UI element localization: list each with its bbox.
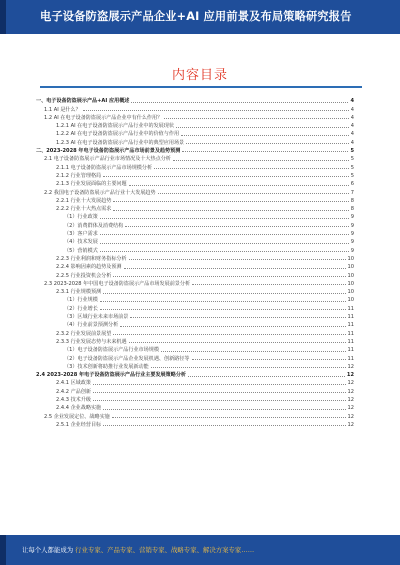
toc-leader-dots (100, 234, 349, 235)
toc-entry-title: 2.2.5 行业投资机会分析 (56, 272, 112, 279)
toc-divider (40, 86, 362, 88)
toc-entry-title: 2.2 我国电子设备防盗展示产品行业十大发展趋势 (44, 189, 156, 196)
toc-entry[interactable] (36, 353, 354, 361)
toc-entry[interactable] (36, 171, 354, 179)
toc-entry-page: 4 (350, 114, 354, 121)
toc-entry-title: 1.2.3 AI 在电子设备防盗展示产品行业中的典型应用场景 (56, 139, 185, 146)
toc-leader-dots (129, 185, 349, 186)
toc-entry-page: 10 (347, 297, 354, 304)
page-footer (0, 535, 400, 565)
toc-entry-title: 2.2.2 行业十大热点需求 (56, 206, 112, 213)
toc-entry-title: （2）消费群体及消费结构 (64, 222, 124, 229)
toc-entry-title: 2.2.1 行业十大发展趋势 (56, 197, 112, 204)
toc-leader-dots (113, 334, 345, 335)
toc-entry-page: 5 (350, 164, 354, 171)
toc-entry[interactable] (36, 262, 354, 270)
toc-entry-title: （3）技术创新将助推行业发展新动能 (64, 363, 149, 370)
toc-entry-title: 2.4.2 产品创新 (56, 388, 91, 395)
toc-entry-title: （4）技术发展 (64, 239, 98, 246)
toc-entry[interactable] (36, 403, 354, 411)
toc-entry[interactable] (36, 270, 354, 278)
toc-entry[interactable] (36, 204, 354, 212)
toc-entry-title: 1.2 AI 在电子设备防盗展示产品企业中有什么作用？ (44, 114, 163, 121)
toc-entry-title: 2.5 企业发展定位、战略实施 (44, 413, 110, 420)
footer-slogan (22, 545, 394, 554)
toc-entry[interactable] (36, 254, 354, 262)
toc-leader-dots (192, 359, 346, 360)
toc-leader-dots (113, 201, 348, 202)
page-header (0, 0, 400, 34)
toc-entry-title: 2.4.4 企业战略实施 (56, 405, 102, 412)
toc-leader-dots (129, 259, 346, 260)
toc-entry[interactable] (36, 287, 354, 295)
toc-entry[interactable] (36, 345, 354, 353)
toc-entry[interactable] (36, 411, 354, 419)
toc-leader-dots (192, 284, 345, 285)
toc-leader-dots (173, 160, 349, 161)
toc-entry[interactable] (36, 187, 354, 195)
toc-entry-title: 二、2023-2028 年电子设备防盗展示产品市场前景及趋势预测 (36, 148, 181, 155)
toc-entry[interactable] (36, 303, 354, 311)
header-accent-stripe (0, 0, 6, 34)
toc-entry-page: 11 (347, 347, 354, 354)
toc-entry[interactable] (36, 370, 354, 378)
toc-leader-dots (100, 243, 349, 244)
toc-leader-dots (83, 110, 349, 111)
toc-entry[interactable] (36, 362, 354, 370)
toc-leader-dots (125, 226, 348, 227)
footer-slogan-highlight: 行业专家、产品专家、营销专家、战略专家、解决方案专家…… (75, 546, 255, 554)
toc-entry[interactable] (36, 113, 354, 121)
toc-entry-title: 2.2.3 行业利润和财务指标分析 (56, 255, 127, 262)
toc-entry-page: 12 (347, 405, 354, 412)
toc-entry[interactable] (36, 395, 354, 403)
toc-entry-title: （2）行业增长 (64, 305, 98, 312)
toc-leader-dots (100, 218, 349, 219)
toc-leader-dots (113, 210, 348, 211)
toc-entry-page: 6 (350, 181, 354, 188)
toc-entry[interactable] (36, 245, 354, 253)
toc-entry-page: 12 (347, 363, 354, 370)
toc-entry-page: 9 (350, 222, 354, 229)
toc-entry-page: 9 (350, 239, 354, 246)
toc-entry-page: 10 (347, 272, 354, 279)
toc-entry-title: （1）电子设备防盗展示产品行业市场规模 (64, 347, 159, 354)
toc-entry-page: 10 (347, 289, 354, 296)
toc-entry-page: 12 (347, 380, 354, 387)
toc-entry[interactable] (36, 146, 354, 154)
toc-entry-page: 12 (347, 413, 354, 420)
toc-entry-title: （2）电子设备防盗展示产品企业发展机遇、创新路径等 (64, 355, 190, 362)
toc-leader-dots (158, 193, 349, 194)
toc-entry-page: 9 (350, 231, 354, 238)
toc-leader-dots (103, 293, 345, 294)
toc-entry[interactable] (36, 279, 354, 287)
toc-entry-page: 4 (350, 98, 354, 105)
footer-accent-stripe (0, 535, 6, 565)
report-title: 电子设备防盗展示产品企业+AI 应用前景及布局策略研究报告 (40, 10, 352, 23)
toc-entry-title: 2.5.1 企业经营目标 (56, 421, 102, 428)
toc-leader-dots (186, 143, 349, 144)
toc-entry-page: 8 (350, 197, 354, 204)
toc-entry-title: （4）行业前景预测分析 (64, 322, 119, 329)
toc-entry-page: 11 (347, 355, 354, 362)
toc-entry-page: 4 (350, 131, 354, 138)
toc-leader-dots (130, 317, 345, 318)
toc-entry-page: 9 (350, 247, 354, 254)
toc-entry[interactable] (36, 237, 354, 245)
toc-entry-title: （3）区域行业未来市场前景 (64, 314, 129, 321)
toc-entry-title: 2.3 2023-2028 年中国电子设备防盗展示产品市场发展前景分析 (44, 280, 191, 287)
toc-leader-dots (113, 276, 345, 277)
toc-entry-page: 12 (347, 421, 354, 428)
toc-entry-page: 10 (347, 280, 354, 287)
toc-leader-dots (120, 326, 345, 327)
toc-entry[interactable] (36, 154, 354, 162)
toc-leader-dots (103, 409, 345, 410)
toc-entry-page: 4 (350, 106, 354, 113)
toc-heading: 内容目录 (171, 68, 228, 83)
toc-entry-page: 12 (346, 372, 354, 379)
toc-entry-page: 11 (347, 330, 354, 337)
toc-leader-dots (93, 392, 346, 393)
toc-entry-title: 1.1 AI 是什么？ (44, 106, 81, 113)
toc-entry[interactable] (36, 104, 354, 112)
toc-entry[interactable] (36, 129, 354, 137)
toc-entry[interactable] (36, 420, 354, 428)
toc-entry-title: （1）行业规模 (64, 297, 98, 304)
toc-entry[interactable] (36, 295, 354, 303)
toc-leader-dots (176, 127, 349, 128)
toc-entry-title: （5）营销模式 (64, 247, 98, 254)
toc-entry-title: 1.2.2 AI 在电子设备防盗展示产品行业中的价值与作用 (56, 131, 180, 138)
toc-entry-title: 2.3.3 行业发展态势与未来机遇 (56, 338, 127, 345)
toc-entry[interactable] (36, 312, 354, 320)
toc-leader-dots (103, 176, 349, 177)
toc-entry-page: 11 (347, 314, 354, 321)
toc-leader-dots (129, 342, 346, 343)
toc-leader-dots (124, 268, 346, 269)
toc-entry-page: 10 (347, 255, 354, 262)
toc-entry-title: 2.3.2 行业发展前景展望 (56, 330, 112, 337)
toc-entry-page: 4 (350, 139, 354, 146)
toc-leader-dots (103, 425, 345, 426)
toc-entry-page: 8 (350, 206, 354, 213)
toc-entry[interactable] (36, 220, 354, 228)
toc-leader-dots (161, 351, 346, 352)
toc-entry-page: 9 (350, 214, 354, 221)
toc-entry[interactable] (36, 162, 354, 170)
toc-entry-title: 2.1.3 行业发展面临的主要问题 (56, 181, 127, 188)
toc-entry-page: 5 (350, 148, 354, 155)
toc-entry-page: 4 (350, 123, 354, 130)
toc-leader-dots (100, 251, 349, 252)
toc-entry[interactable] (36, 320, 354, 328)
toc-entry-title: 2.1 电子设备防盗展示产品行业市场情况及十大热点分析 (44, 156, 171, 163)
toc-entry-title: 2.4 2023-2028 年电子设备防盗展示产品行业主要发展策略分析 (36, 372, 187, 379)
toc-entry-title: 2.1.1 电子设备防盗展示产品市场规模分析 (56, 164, 153, 171)
footer-slogan-prefix: 让每个人都能成为 (22, 546, 74, 554)
toc-leader-dots (100, 309, 346, 310)
toc-leader-dots (93, 384, 346, 385)
toc-entry-title: 2.4.3 技术升级 (56, 396, 91, 403)
toc-entry[interactable] (36, 229, 354, 237)
toc-leader-dots (100, 301, 346, 302)
toc-entry[interactable] (36, 337, 354, 345)
toc-entry-page: 7 (350, 189, 354, 196)
toc-entry-title: 2.4.1 区域政策 (56, 380, 91, 387)
toc-leader-dots (164, 118, 349, 119)
toc-leader-dots (131, 102, 348, 103)
toc-entry[interactable] (36, 179, 354, 187)
toc-entry[interactable] (36, 137, 354, 145)
toc-entry-page: 12 (347, 396, 354, 403)
toc-entry-page: 11 (347, 322, 354, 329)
toc-entry-title: 2.1.2 行业管理格局 (56, 172, 102, 179)
table-of-contents (36, 96, 354, 428)
toc-entry[interactable] (36, 386, 354, 394)
toc-leader-dots (182, 151, 348, 152)
toc-entry[interactable] (36, 378, 354, 386)
toc-leader-dots (181, 135, 349, 136)
toc-entry[interactable] (36, 212, 354, 220)
toc-leader-dots (112, 417, 346, 418)
toc-entry-page: 11 (347, 338, 354, 345)
toc-entry[interactable] (36, 121, 354, 129)
toc-leader-dots (93, 400, 346, 401)
toc-entry-page: 10 (347, 264, 354, 271)
toc-entry[interactable] (36, 328, 354, 336)
toc-entry-title: 2.2.4 影响因素的趋势及预测 (56, 264, 122, 271)
toc-entry-page: 5 (350, 172, 354, 179)
toc-entry-title: 2.3.1 行业规模预测 (56, 289, 102, 296)
toc-leader-dots (188, 376, 345, 377)
toc-entry-title: 1.2.1 AI 在电子设备防盗展示产品行业中的发展现状 (56, 123, 174, 130)
toc-entry-page: 11 (347, 305, 354, 312)
toc-leader-dots (151, 367, 346, 368)
toc-entry[interactable] (36, 196, 354, 204)
toc-entry-title: （3）客户需求 (64, 231, 98, 238)
toc-entry-title: （1）行业政策 (64, 214, 98, 221)
toc-leader-dots (154, 168, 349, 169)
toc-entry[interactable] (36, 96, 354, 104)
toc-entry-page: 5 (350, 156, 354, 163)
toc-entry-page: 12 (347, 388, 354, 395)
toc-entry-title: 一、电子设备防盗展示产品+AI 应用概述 (36, 98, 130, 105)
